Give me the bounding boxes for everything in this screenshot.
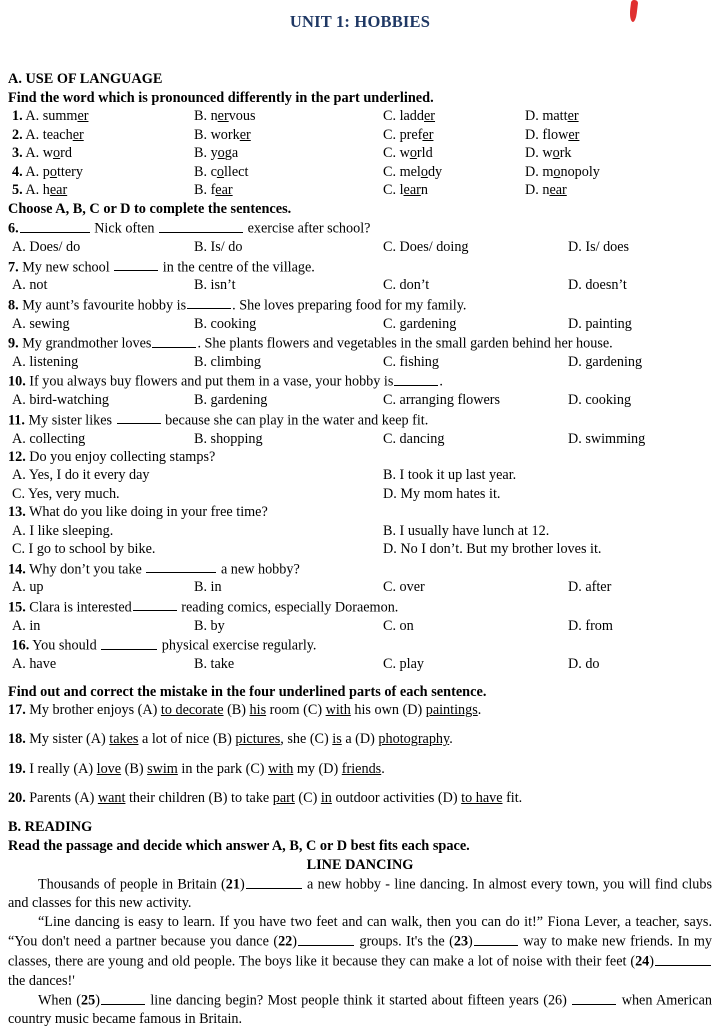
underlined-part-b[interactable]: pictures (235, 731, 281, 748)
reading-instruction: Read the passage and decide which answer A, B, C or D best fits each space. (8, 837, 470, 854)
option-14-a[interactable]: A. up (12, 579, 44, 596)
blank-23[interactable] (474, 931, 518, 945)
document-content (8, 0, 712, 1029)
question-16-options (8, 655, 712, 674)
question-number-1: 1. (12, 108, 23, 125)
passage-paragraph-3: When (25) line dancing begin? Most people think it started about fifteen years (26) when American country music became famous in Britain. (8, 990, 712, 1029)
blank-24[interactable] (655, 951, 711, 965)
underlined-part-c[interactable]: in (320, 790, 332, 807)
question-row-1 (8, 107, 712, 126)
underlined-part-a[interactable]: want (97, 790, 126, 807)
question-15-stem: 15. Clara is interested reading comics, especially Doraemon. (8, 597, 712, 617)
underlined-part-b[interactable]: swim (147, 760, 178, 777)
option-6-b[interactable]: B. Is/ do (194, 239, 243, 256)
option-14-b[interactable]: B. in (194, 579, 222, 596)
option-15-c[interactable]: C. on (383, 617, 414, 634)
blank-22[interactable] (298, 931, 354, 945)
question-number-2: 2. (12, 126, 23, 143)
option-15-b[interactable]: B. by (194, 617, 225, 634)
option-9-d[interactable]: D. gardening (568, 353, 643, 370)
question-number-5: 5. (12, 182, 23, 199)
underlined-part-d[interactable]: photography (378, 731, 450, 748)
error-correction-instruction: Find out and correct the mistake in the four underlined parts of each sentence. (8, 683, 487, 700)
underlined-part-a[interactable]: to decorate (160, 702, 224, 719)
option-7-a[interactable]: A. not (12, 277, 48, 294)
option-1-c[interactable]: C. ladder (383, 108, 436, 125)
gap-number-23: 23 (453, 933, 469, 950)
option-7-b[interactable]: B. isn’t (194, 277, 236, 294)
question-11-stem: 11. My sister likes because she can play in the water and keep fit. (8, 410, 712, 430)
question-10-stem: 10. If you always buy flowers and put them in a vase, your hobby is . (8, 371, 712, 391)
option-3-c[interactable]: C. world (383, 145, 433, 162)
option-16-d[interactable]: D. do (568, 656, 600, 673)
question-13-options-row-1 (8, 522, 712, 541)
passage-title: LINE DANCING (306, 856, 414, 873)
blank-9-1[interactable] (152, 333, 196, 347)
blank-6-2[interactable] (159, 218, 243, 232)
multiple-choice-instruction: Choose A, B, C or D to complete the sentences. (8, 200, 292, 217)
option-11-b[interactable]: B. shopping (194, 430, 263, 447)
question-13-options-row-2 (8, 540, 712, 559)
underlined-part-c[interactable]: with (325, 702, 351, 719)
option-4-a[interactable]: 4. A. pottery (12, 163, 83, 180)
blank-14-1[interactable] (146, 559, 216, 573)
option-13-c[interactable]: C. I go to school by bike. (12, 541, 156, 558)
passage-paragraph-2: “Line dancing is easy to learn. If you have two feet and can walk, then you can do it!” Fiona Lever, a teacher, says. “You don't need a partner because you dance (22) groups. It's the (23) way to make new friends. In my classes, there are young and old people. The boys like it because they can make a lot of noise with their feet (24) the dances!' (8, 913, 712, 989)
option-11-d[interactable]: D. swimming (568, 430, 646, 447)
option-4-c[interactable]: C. melody (383, 163, 443, 180)
option-12-c[interactable]: C. Yes, very much. (12, 485, 120, 502)
question-number-3: 3. (12, 145, 23, 162)
passage-paragraph-1: Thousands of people in Britain (21) a new hobby - line dancing. In almost every town, you will find clubs and classes for this new activity. (8, 874, 712, 913)
question-8-options (8, 315, 712, 334)
question-number-4: 4. (12, 163, 23, 180)
option-8-b[interactable]: B. cooking (194, 315, 257, 332)
section-a-heading: A. USE OF LANGUAGE (8, 71, 163, 87)
blank-16-1[interactable] (101, 635, 157, 649)
question-9-stem: 9. My grandmother loves . She plants flowers and vegetables in the small garden behind her house. (8, 333, 712, 353)
option-12-a[interactable]: A. Yes, I do it every day (12, 467, 150, 484)
option-2-b[interactable]: B. worker (194, 126, 251, 143)
option-12-d[interactable]: D. My mom hates it. (383, 485, 501, 502)
error-question-17[interactable]: 17. My brother enjoys (A) to decorate (B) his room (C) with his own (D) paintings. (8, 702, 482, 719)
blank-25[interactable] (101, 990, 145, 1004)
blank-15-1[interactable] (133, 597, 177, 611)
option-2-a[interactable]: 2. A. teacher (12, 126, 84, 143)
underlined-part-a[interactable]: love (96, 760, 122, 777)
option-11-a[interactable]: A. collecting (12, 430, 86, 447)
option-8-c[interactable]: C. gardening (383, 315, 457, 332)
option-10-c[interactable]: C. arranging flowers (383, 392, 501, 409)
option-6-c[interactable]: C. Does/ doing (383, 239, 469, 256)
option-2-c[interactable]: C. prefer (383, 126, 434, 143)
option-5-b[interactable]: B. fear (194, 182, 233, 199)
error-question-20[interactable]: 20. Parents (A) want their children (B) to take part (C) in outdoor activities (D) to have fit. (8, 790, 523, 807)
question-8-stem: 8. My aunt’s favourite hobby is . She loves preparing food for my family. (8, 295, 712, 315)
option-7-d[interactable]: D. doesn’t (568, 277, 627, 294)
question-12-stem: 12. Do you enjoy collecting stamps? (8, 449, 216, 466)
blank-6-1[interactable] (20, 218, 90, 232)
blank-26[interactable] (572, 990, 616, 1004)
question-7-options (8, 276, 712, 295)
question-12-options-row-1 (8, 466, 712, 485)
option-9-c[interactable]: C. fishing (383, 353, 439, 370)
option-16-c[interactable]: C. play (383, 656, 424, 673)
underlined-part-d[interactable]: paintings (425, 702, 478, 719)
question-15-options (8, 617, 712, 636)
question-10-options (8, 391, 712, 410)
gap-number-21: 21 (225, 876, 240, 893)
error-question-18[interactable]: 18. My sister (A) takes a lot of nice (B) pictures, she (C) is a (D) photography. (8, 731, 453, 748)
gap-number-22: 22 (278, 933, 293, 950)
underlined-part-b[interactable]: part (272, 790, 295, 807)
question-14-options (8, 578, 712, 597)
question-13-stem: 13. What do you like doing in your free time? (8, 504, 268, 521)
option-12-b[interactable]: B. I took it up last year. (383, 467, 517, 484)
blank-7-1[interactable] (114, 257, 158, 271)
option-10-b[interactable]: B. gardening (194, 392, 268, 409)
option-10-a[interactable]: A. bird-watching (12, 392, 109, 409)
option-13-a[interactable]: A. I like sleeping. (12, 522, 114, 539)
option-6-d[interactable]: D. Is/ does (568, 239, 630, 256)
option-5-a[interactable]: 5. A. hear (12, 182, 68, 199)
section-b-heading: B. READING (8, 819, 93, 836)
underlined-part-c[interactable]: is (332, 731, 342, 748)
question-row-4 (8, 163, 712, 182)
option-9-b[interactable]: B. climbing (194, 353, 261, 370)
question-6-stem: 6. Nick often exercise after school? (8, 218, 712, 238)
option-15-d[interactable]: D. from (568, 617, 613, 634)
blank-10-1[interactable] (394, 371, 438, 385)
blank-8-1[interactable] (187, 295, 231, 309)
option-1-b[interactable]: B. nervous (194, 108, 256, 125)
underlined-part-d[interactable]: to have (461, 790, 503, 807)
option-10-d[interactable]: D. cooking (568, 392, 632, 409)
option-5-c[interactable]: C. learn (383, 182, 428, 199)
option-13-b[interactable]: B. I usually have lunch at 12. (383, 522, 550, 539)
option-8-d[interactable]: D. painting (568, 315, 632, 332)
option-9-a[interactable]: A. listening (12, 353, 79, 370)
question-7-stem: 7. My new school in the centre of the village. (8, 257, 712, 277)
option-4-d[interactable]: D. monopoly (525, 163, 600, 180)
underlined-part-c[interactable]: with (268, 760, 294, 777)
option-15-a[interactable]: A. in (12, 617, 41, 634)
question-row-5 (8, 181, 712, 200)
underlined-part-a[interactable]: takes (109, 731, 139, 748)
option-8-a[interactable]: A. sewing (12, 315, 70, 332)
underlined-part-d[interactable]: friends (341, 760, 382, 777)
option-2-d[interactable]: D. flower (525, 126, 580, 143)
question-row-3 (8, 144, 712, 163)
option-3-d[interactable]: D. work (525, 145, 572, 162)
option-14-d[interactable]: D. after (568, 579, 612, 596)
option-16-a[interactable]: A. have (12, 656, 57, 673)
question-6-options (8, 238, 712, 257)
option-3-a[interactable]: 3. A. word (12, 145, 72, 162)
option-16-b[interactable]: B. take (194, 656, 235, 673)
gap-number-25: 25 (81, 992, 96, 1009)
option-4-b[interactable]: B. collect (194, 163, 249, 180)
question-9-options (8, 353, 712, 372)
option-13-d[interactable]: D. No I don’t. But my brother loves it. (383, 541, 602, 558)
option-1-a[interactable]: 1. A. summer (12, 108, 89, 125)
question-16-stem: 16. You should physical exercise regularly. (8, 635, 712, 655)
question-12-options-row-2 (8, 485, 712, 504)
gap-number-24: 24 (635, 953, 650, 970)
error-question-19[interactable]: 19. I really (A) love (B) swim in the park (C) with my (D) friends. (8, 760, 385, 777)
option-7-c[interactable]: C. don’t (383, 277, 430, 294)
option-1-d[interactable]: D. matter (525, 108, 579, 125)
option-14-c[interactable]: C. over (383, 579, 425, 596)
pronunciation-instruction: Find the word which is pronounced differently in the part underlined. (8, 89, 434, 106)
question-11-options (8, 430, 712, 449)
question-row-2 (8, 126, 712, 145)
option-11-c[interactable]: C. dancing (383, 430, 445, 447)
blank-11-1[interactable] (117, 410, 161, 424)
option-3-b[interactable]: B. yoga (194, 145, 239, 162)
option-6-a[interactable]: A. Does/ do (12, 239, 81, 256)
blank-21[interactable] (246, 874, 302, 888)
option-5-d[interactable]: D. near (525, 182, 567, 199)
page-title: UNIT 1: HOBBIES (289, 12, 431, 31)
question-14-stem: 14. Why don’t you take a new hobby? (8, 559, 712, 579)
underlined-part-b[interactable]: his (249, 702, 267, 719)
